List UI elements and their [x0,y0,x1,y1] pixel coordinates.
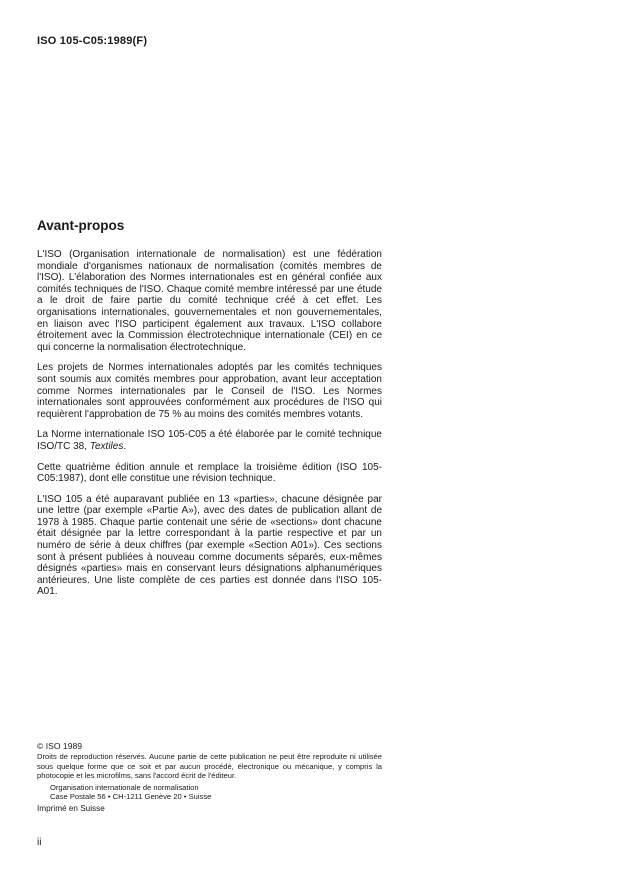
paragraph-iso-intro: L'ISO (Organisation internationale de normalisation) est une fédération mondiale d'organismes nationaux de normalisation (comités membres de l'ISO). L'élaboration des Normes internationales est en général confiée aux comités techniques de l'ISO. Chaque comité membre intéressé par une étude a le droit de faire partie du comité technique créé à cet effet. Les organisations internationales, gouvernementales et non gouvernementales, en liaison avec l'ISO participent également aux travaux. L'ISO collabore étroitement avec la Commission électrotechnique internationale (CEI) en ce qui concerne la normalisation électrotechnique. [37,249,382,353]
copyright-block [37,742,382,814]
foreword-body [37,249,382,607]
publisher-name: Organisation internationale de normalisation [50,782,199,792]
copyright-rights: Droits de reproduction réservés. Aucune partie de cette publication ne peut être reproduite ni utilisée sous quelque forme que ce soit et par aucun procédé, électronique ou mécanique, y compris la photocopie et les microfilms, sans l'accord écrit de l'éditeur. [37,752,382,781]
publisher-address: Case Postale 56 • CH-1211 Genève 20 • Suisse [50,792,212,802]
copyright-line: © ISO 1989 [37,741,83,751]
paragraph-approval: Les projets de Normes internationales adoptés par les comités techniques sont soumis aux comités membres pour approbation, avant leur acceptation comme Normes internationales par le Conseil de l'ISO. Les Normes internationales sont approuvées conformément aux procédures de l'ISO qui requièrent l'approbation de 75 % au moins des comités membres votants. [37,362,382,420]
tc-text: La Norme internationale ISO 105-C05 a été élaborée par le comité technique ISO/TC 38, [37,429,382,452]
paragraph-parts-history: L'ISO 105 a été auparavant publiée en 13 «parties», chacune désignée par une lettre (par exemple «Partie A»), avec des dates de publication allant de 1978 à 1985. Chaque partie contenait une série de «sections» dont chacune était désignée par la lettre correspondant à la partie respective et par un numéro de série à deux chiffres (par exemple «Section A01»). Ces sections sont à présent publiées à nouveau comme documents séparés, eux-mêmes désignés «parties» mais en conservant leurs désignations alphanumériques antérieures. Une liste complète de ces parties est donnée dans l'ISO 105-A01. [37,493,382,598]
paragraph-technical-committee [37,429,382,452]
tc-end: . [123,440,127,452]
printed-in: Imprimé en Suisse [37,804,105,814]
paragraph-edition: Cette quatrième édition annule et remplace la troisième édition (ISO 105-C05:1987), dont elle constitue une révision technique. [37,461,382,485]
section-title: Avant-propos [37,218,125,233]
tc-title-italic: Textiles [89,440,124,452]
page-number: ii [37,837,42,848]
standard-reference: ISO 105-C05:1989(F) [37,35,148,47]
